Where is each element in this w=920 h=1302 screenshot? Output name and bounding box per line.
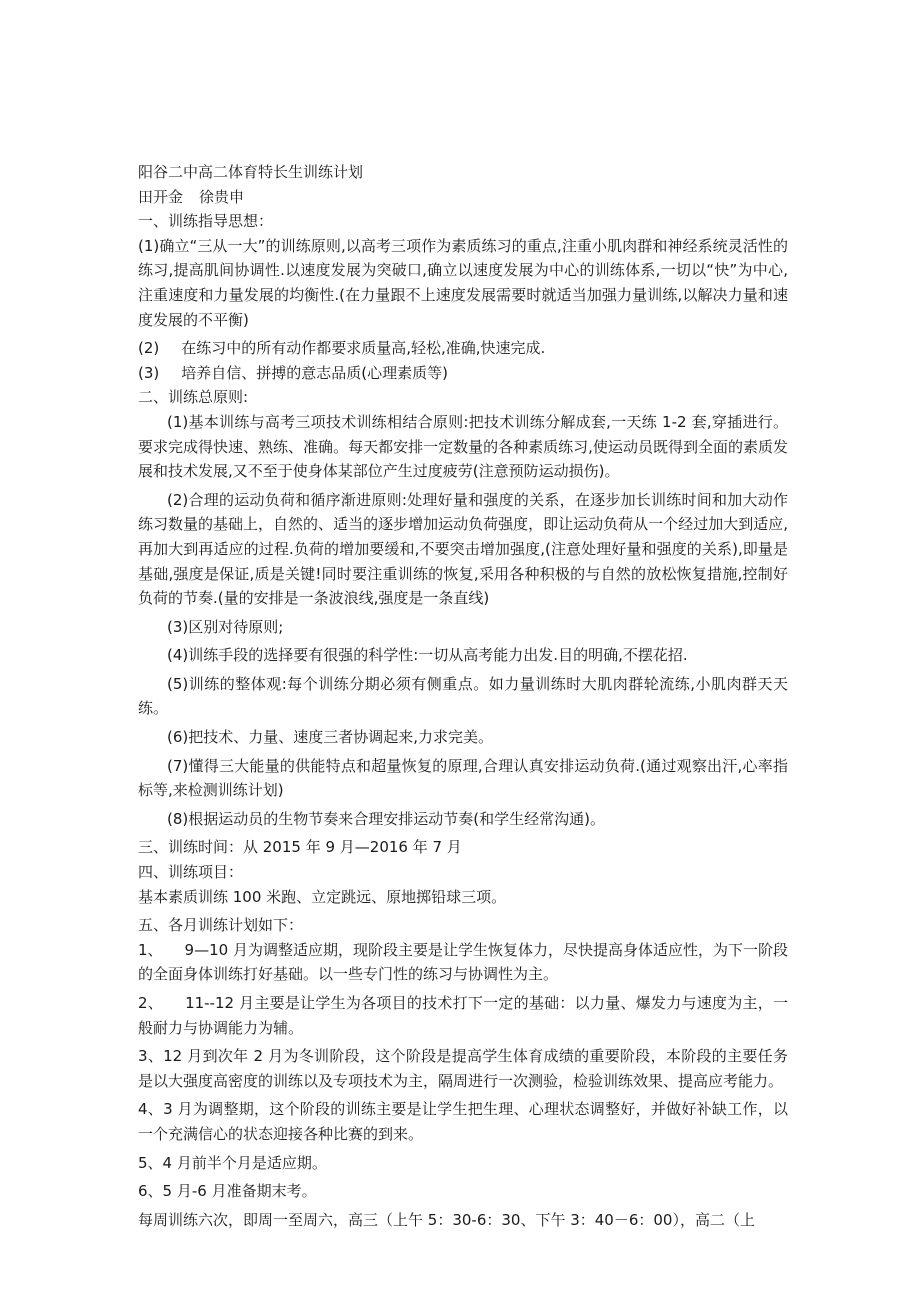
section1-item-2-text: 在练习中的所有动作都要求质量高,轻松,准确,快速完成.	[181, 339, 546, 358]
section1-item-3-text: 培养自信、拼搏的意志品质(心理素质等)	[181, 363, 448, 382]
section5-item-1	[138, 938, 788, 987]
section2-item-5: (5)训练的整体观:每个训练分期必须有侧重点。如力量训练时大肌肉群轮流练,小肌肉群天天练。	[138, 674, 788, 718]
document-title: 阳谷二中高二体育特长生训练计划	[138, 163, 364, 181]
section5-item-6-number: 6、	[138, 1182, 163, 1201]
section1-item-3	[138, 361, 788, 386]
section2-item-7: (7)懂得三大能量的供能特点和超量恢复的原理,合理认真安排运动负荷.(通过观察出汗,心率指标等,来检测训练计划)	[138, 756, 788, 800]
section2-heading: 二、训练总原则:	[138, 388, 249, 407]
section5-item-4-text: 3 月为调整期，这个阶段的训练主要是让学生把生理、心理状态调整好，并做好补缺工作，以一个充满信心的状态迎接各种比赛的到来。	[138, 1100, 788, 1143]
section2-item-8: (8)根据运动员的生物节奏来合理安排运动节奏(和学生经常沟通)。	[167, 809, 605, 828]
schedule-line: 每周训练六次，即周一至周六，高三（上午 5：30-6：30、下午 3：40－6：00），高二（上	[138, 1210, 755, 1229]
author-1: 田开金	[138, 187, 184, 206]
section1-item-2-number: (2)	[138, 339, 160, 358]
section5-item-6-text: 5 月-6 月准备期末考。	[162, 1182, 317, 1201]
section5-item-2	[138, 991, 788, 1040]
author-line	[138, 185, 788, 210]
section5-item-1-text: 9—10 月为调整适应期，现阶段主要是让学生恢复体力，尽快提高身体适应性，为下一阶段的全面身体训练打好基础。以一些专门性的练习与协调性为主。	[138, 940, 788, 984]
section1-heading: 一、训练指导思想：	[138, 212, 274, 231]
document-page	[138, 160, 788, 1232]
section5-item-6	[138, 1179, 788, 1204]
section5-item-5-text: 4 月前半个月是适应期。	[162, 1153, 327, 1172]
section5-item-3-text: 12 月到次年 2 月为冬训阶段，这个阶段是提高学生体育成绩的重要阶段，本阶段的主要任务是以大强度高密度的训练以及专项技术为主，隔周进行一次测验，检验训练效果、提高应考能力。	[138, 1047, 788, 1090]
section2-item-6: (6)把技术、力量、速度三者协调起来,力求完美。	[167, 728, 494, 747]
section4-body: 基本素质训练 100 米跑、立定跳远、原地掷铅球三项。	[138, 887, 507, 906]
section5-heading: 五、各月训练计划如下：	[138, 916, 304, 935]
section2-item-3: (3)区别对待原则;	[167, 617, 284, 636]
section2-item-4: (4)训练手段的选择要有很强的科学性:一切从高考能力出发.目的明确,不摆花招.	[167, 646, 688, 665]
section1-item-1: (1)确立“三从一大”的训练原则,以高考三项作为素质练习的重点,注重小肌肉群和神经系统灵活性的练习,提高肌间协调性.以速度发展为突破口,确立以速度发展为中心的训练体系,一切以“快”为中心,注重速度和力量发展的均衡性.(在力量跟不上速度发展需要时就适当加强力量训练,以解决力量和速度发展的不平衡)	[138, 236, 788, 329]
section5-item-2-text: 11--12 月主要是让学生为各项目的技术打下一定的基础：以力量、爆发力与速度为主，一般耐力与协调能力为辅。	[138, 994, 788, 1037]
section1-item-3-number: (3)	[138, 363, 160, 382]
section2-item-1: (1)基本训练与高考三项技术训练相结合原则:把技术训练分解成套,一天练 1-2 套,穿插进行。要求完成得快速、熟练、准确。每天都安排一定数量的各种素质练习,使运动员既得到全面的素质发展和技术发展,又不至于使身体某部位产生过度疲劳(注意预防运动损伤)。	[138, 412, 788, 481]
section5-item-5	[138, 1151, 788, 1176]
section3-heading: 三、训练时间：从 2015 年 9 月—2016 年 7 月	[138, 838, 462, 857]
section5-item-2-number: 2、	[138, 994, 164, 1012]
section5-item-4-number: 4、	[138, 1100, 164, 1119]
section5-item-4	[138, 1097, 788, 1146]
section2-item-2: (2)合理的运动负荷和循序渐进原则:处理好量和强度的关系，在逐步加长训练时间和加大动作练习数量的基础上，自然的、适当的逐步增加运动负荷强度，即让运动负荷从一个经过加大到适应,再加大到再适应的过程.负荷的增加要缓和,不要突击增加强度,(注意处理好量和强度的关系),即量是基础,强度是保证,质是关键!同时要注重训练的恢复,采用各种积极的与自然的放松恢复措施,控制好负荷的节奏.(量的安排是一条波浪线,强度是一条直线)	[138, 490, 788, 608]
section4-heading: 四、训练项目：	[138, 863, 244, 882]
author-2: 徐贵申	[199, 187, 245, 206]
section5-item-3-number: 3、	[138, 1047, 164, 1066]
section5-item-5-number: 5、	[138, 1153, 163, 1172]
section1-item-2	[138, 336, 788, 361]
section5-item-3	[138, 1044, 788, 1093]
section5-item-1-number: 1、	[138, 940, 163, 959]
